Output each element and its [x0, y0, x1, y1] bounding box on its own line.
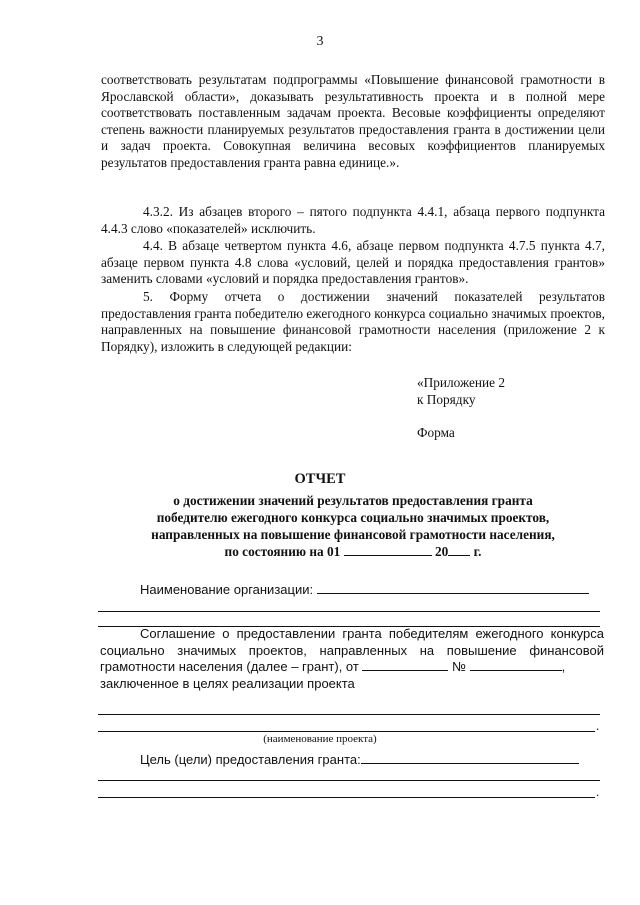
project-name-line-1[interactable] [98, 714, 600, 715]
org-name-field[interactable] [317, 582, 589, 594]
report-year-prefix: 20 [434, 544, 449, 559]
report-date-blank[interactable] [344, 544, 432, 556]
report-date-line [100, 543, 606, 560]
appendix-label [417, 374, 505, 408]
project-name-caption: (наименование проекта) [263, 733, 377, 745]
goal-period: . [596, 784, 600, 799]
report-subtitle [100, 492, 606, 560]
goal-field[interactable] [361, 752, 579, 764]
report-year-blank[interactable] [448, 544, 470, 556]
agreement-number-sign: № [452, 659, 467, 674]
report-subtitle-line-2: победителю ежегодного конкурса социально значимых проектов, [156, 510, 550, 525]
report-subtitle-line-3: направленных на повышение финансовой грамотности населения, [151, 527, 555, 542]
form-label: Форма [417, 425, 455, 440]
report-date-prefix: по состоянию на 01 [224, 544, 341, 559]
project-name-line-2[interactable] [98, 731, 595, 732]
goal-line-3[interactable] [98, 797, 595, 798]
goal-line-2[interactable] [98, 780, 600, 781]
paragraph-4-3-2: 4.3.2. Из абзацев второго – пятого подпункта 4.4.1, абзаца первого подпункта 4.4.3 слово «показателей» исключить. [101, 204, 605, 236]
appendix-line-1: «Приложение 2 [417, 375, 505, 390]
paragraph-5: 5. Форму отчета о достижении значений показателей результатов предоставления гранта победителю ежегодного конкурса социально значимых проектов, направленных на повышение финансовой грамотности населения (приложение 2 к Порядку), изложить в следующей редакции: [101, 289, 605, 354]
org-name-label: Наименование организации: [140, 582, 314, 597]
goal-row [140, 752, 579, 767]
org-name-row [140, 582, 589, 597]
agreement-comma: , [561, 659, 566, 674]
paragraph-4-4: 4.4. В абзаце четвертом пункта 4.6, абзаце первом подпункта 4.7.5 пункта 4.7, абзаце первом пункта 4.8 слова «условий, целей и порядка предоставления грантов» заменить словами «условий и порядка предоставления грантов». [101, 238, 605, 287]
report-year-suffix: г. [473, 544, 482, 559]
agreement-concluded-text: заключенное в целях реализации проекта [100, 675, 355, 691]
report-title: ОТЧЕТ [294, 471, 346, 487]
agreement-paragraph [100, 626, 604, 692]
agreement-date-field[interactable] [362, 659, 448, 671]
report-subtitle-line-1: о достижении значений результатов предоставления гранта [173, 493, 533, 508]
goal-label: Цель (цели) предоставления гранта: [140, 752, 361, 767]
agreement-number-field[interactable] [470, 659, 562, 671]
page-number: 3 [316, 34, 324, 49]
org-name-line-2[interactable] [98, 611, 600, 612]
project-name-period: . [596, 718, 600, 733]
appendix-line-2: к Порядку [417, 392, 476, 407]
agreement-text: Соглашение о предоставлении гранта победителям ежегодного конкурса социально значимых проектов, направленных на повышение финансовой грамотности населения (далее – грант), от [100, 626, 604, 674]
paragraph-continuation: соответствовать результатам подпрограммы «Повышение финансовой грамотности в Ярославской области», доказывать результативность проекта и в полной мере соответствовать поставленным задачам проекта. Весовые коэффициенты определяют степень важности планируемых результатов предоставления гранта в достижении цели и задач проекта. Совокупная величина весовых коэффициентов планируемых результатов предоставления гранта равна единице.». [101, 72, 605, 170]
